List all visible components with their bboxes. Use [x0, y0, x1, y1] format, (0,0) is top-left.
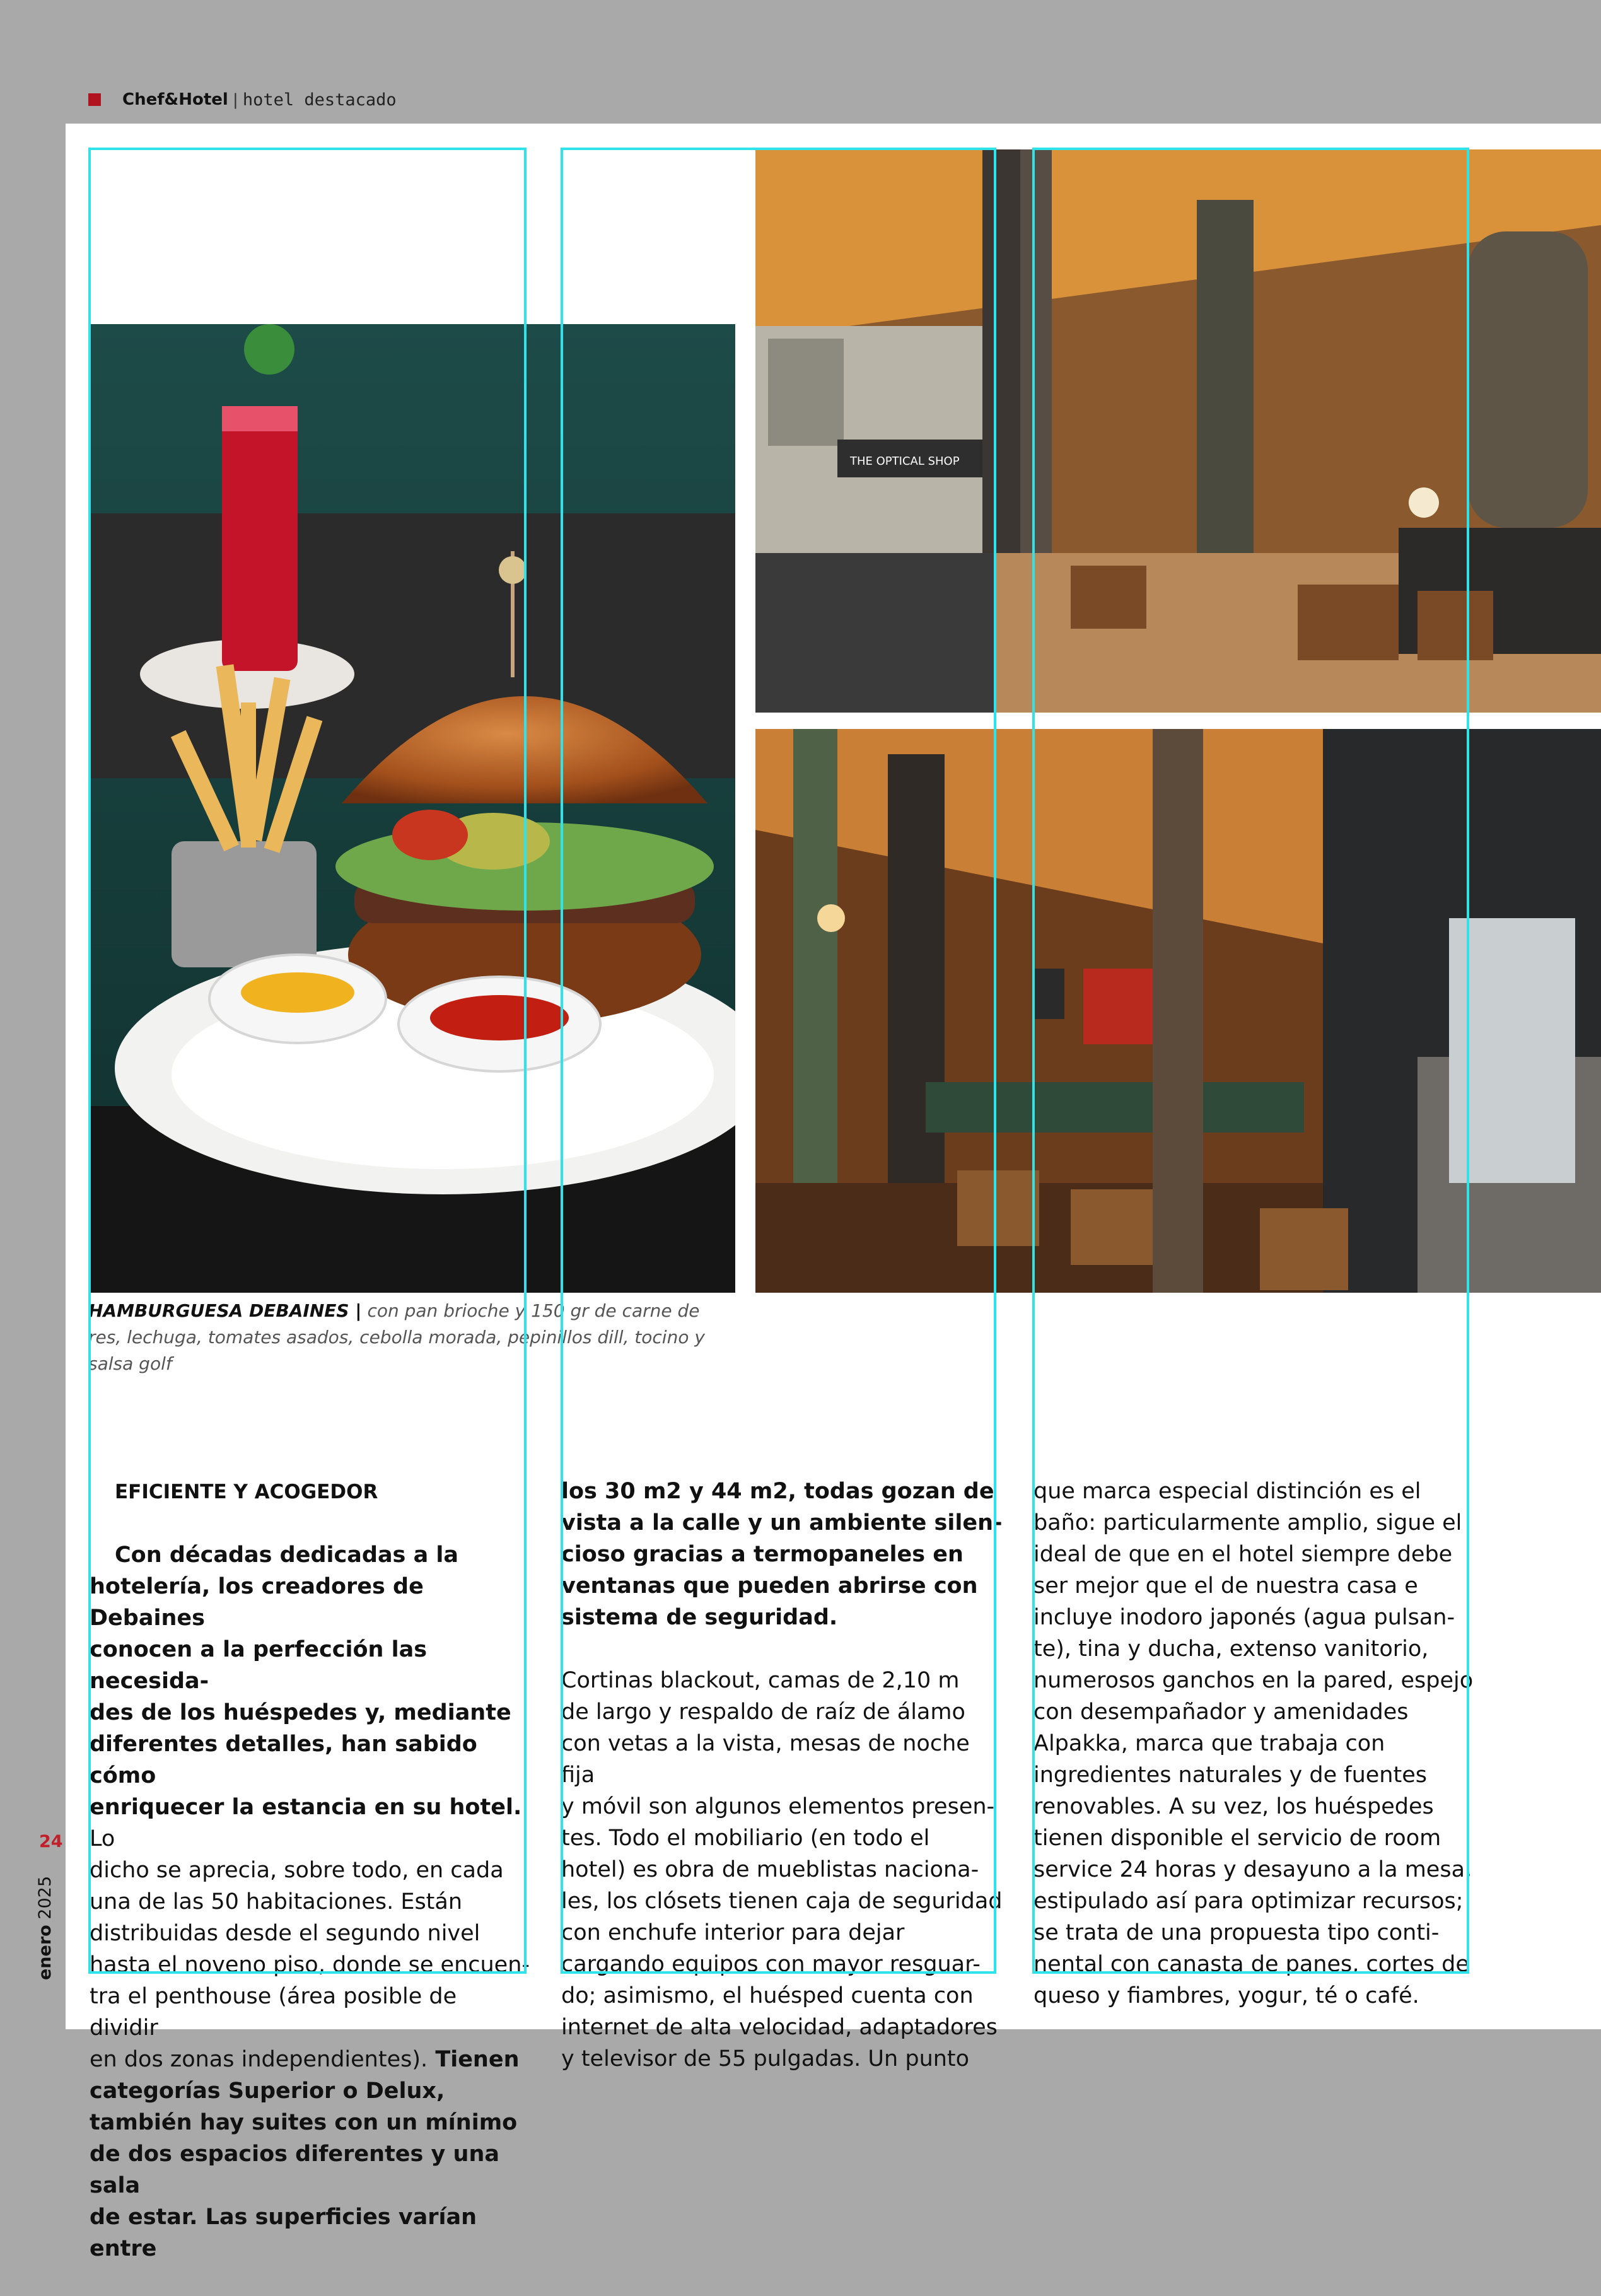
caption-text: con pan brioche y 150 gr de carne de res, lechuga, tomates asados, cebolla morada, pepinillos dill, tocino y salsa golf [88, 1300, 705, 1374]
red-square-icon [88, 93, 101, 106]
burger-photo [90, 324, 735, 1293]
issue-year: 2025 [35, 1875, 55, 1920]
article-column-3 [1033, 1444, 1475, 2043]
issue-month: enero [35, 1925, 55, 1980]
column1-closing-bold: Tienen categorías Superior o Delux, también hay suites con un mínimo de dos espacios diferentes y una sala de estar. Las superficies varían entre [90, 2047, 520, 2261]
article-column-1 [90, 1444, 531, 2296]
column3-body: que marca especial distinción es el baño: particularmente amplio, sigue el ideal de que en el hotel siempre debe ser mejor que el de nuestra casa e incluye inodoro japonés (agua pulsan- te), tina y ducha, extenso vanitorio, numerosos ganchos en la pared, espejo con desempañador y amenidades Alpakka, marca que trabaja con ingredientes naturales y de fuentes renovables. A su vez, los huéspedes tienen disponible el servicio de room service 24 horas y desayuno a la mesa, estipulado así para optimizar recursos; se trata de una propuesta tipo conti- nental con canasta de panes, cortes de queso y fiambres, yogur, té o café. [1033, 1479, 1474, 2008]
photo-caption [88, 1298, 738, 1377]
section-subhead: EFICIENTE Y ACOGEDOR [115, 1481, 378, 1503]
header-separator: | [233, 90, 238, 109]
section-label: hotel destacado [242, 90, 397, 110]
storefront-sign: THE OPTICAL SHOP [850, 455, 960, 468]
caption-title: HAMBURGUESA DEBAINES | [88, 1300, 362, 1321]
restaurant-photo-top [755, 149, 1601, 713]
column2-lead-bold: los 30 m2 y 44 m2, todas gozan de vista a la calle y un ambiente silen- cioso gracias a termopaneles en ventanas que pueden abrirse con sistema de seguridad. [561, 1479, 1003, 1630]
intro-bold-text: Con décadas dedicadas a la hotelería, los creadores de Debaines conocen a la perfección las necesida- des de los huéspedes y, mediante diferentes detalles, han sabido cómo enriquecer la estancia en su hotel. [90, 1542, 522, 1820]
running-header [88, 88, 397, 111]
issue-date [35, 1876, 55, 1980]
brand-name: Chef&Hotel [122, 90, 228, 109]
column2-body: Cortinas blackout, camas de 2,10 m de largo y respaldo de raíz de álamo con vetas a la vista, mesas de noche fija y móvil son algunos elementos presen- tes. Todo el mobiliario (en todo el hotel) es obra de mueblistas naciona- les, los clósets tienen caja de seguridad con enchufe interior para dejar cargando equipos con mayor resguar- do; asimismo, el huésped cuenta con internet de alta velocidad, adaptadores y televisor de 55 pulgadas. Un punto [561, 1668, 1003, 2072]
article-column-2 [561, 1444, 1003, 2106]
page-number: 24 [39, 1832, 63, 1851]
restaurant-photo-bottom [755, 729, 1601, 1293]
column1-body: Lo dicho se aprecia, sobre todo, en cada una de las 50 habitaciones. Están distribuidas desde el segundo nivel hasta el noveno piso, donde se encuen- tra el penthouse (área posible de dividir en dos zonas independientes). [90, 1826, 530, 2072]
